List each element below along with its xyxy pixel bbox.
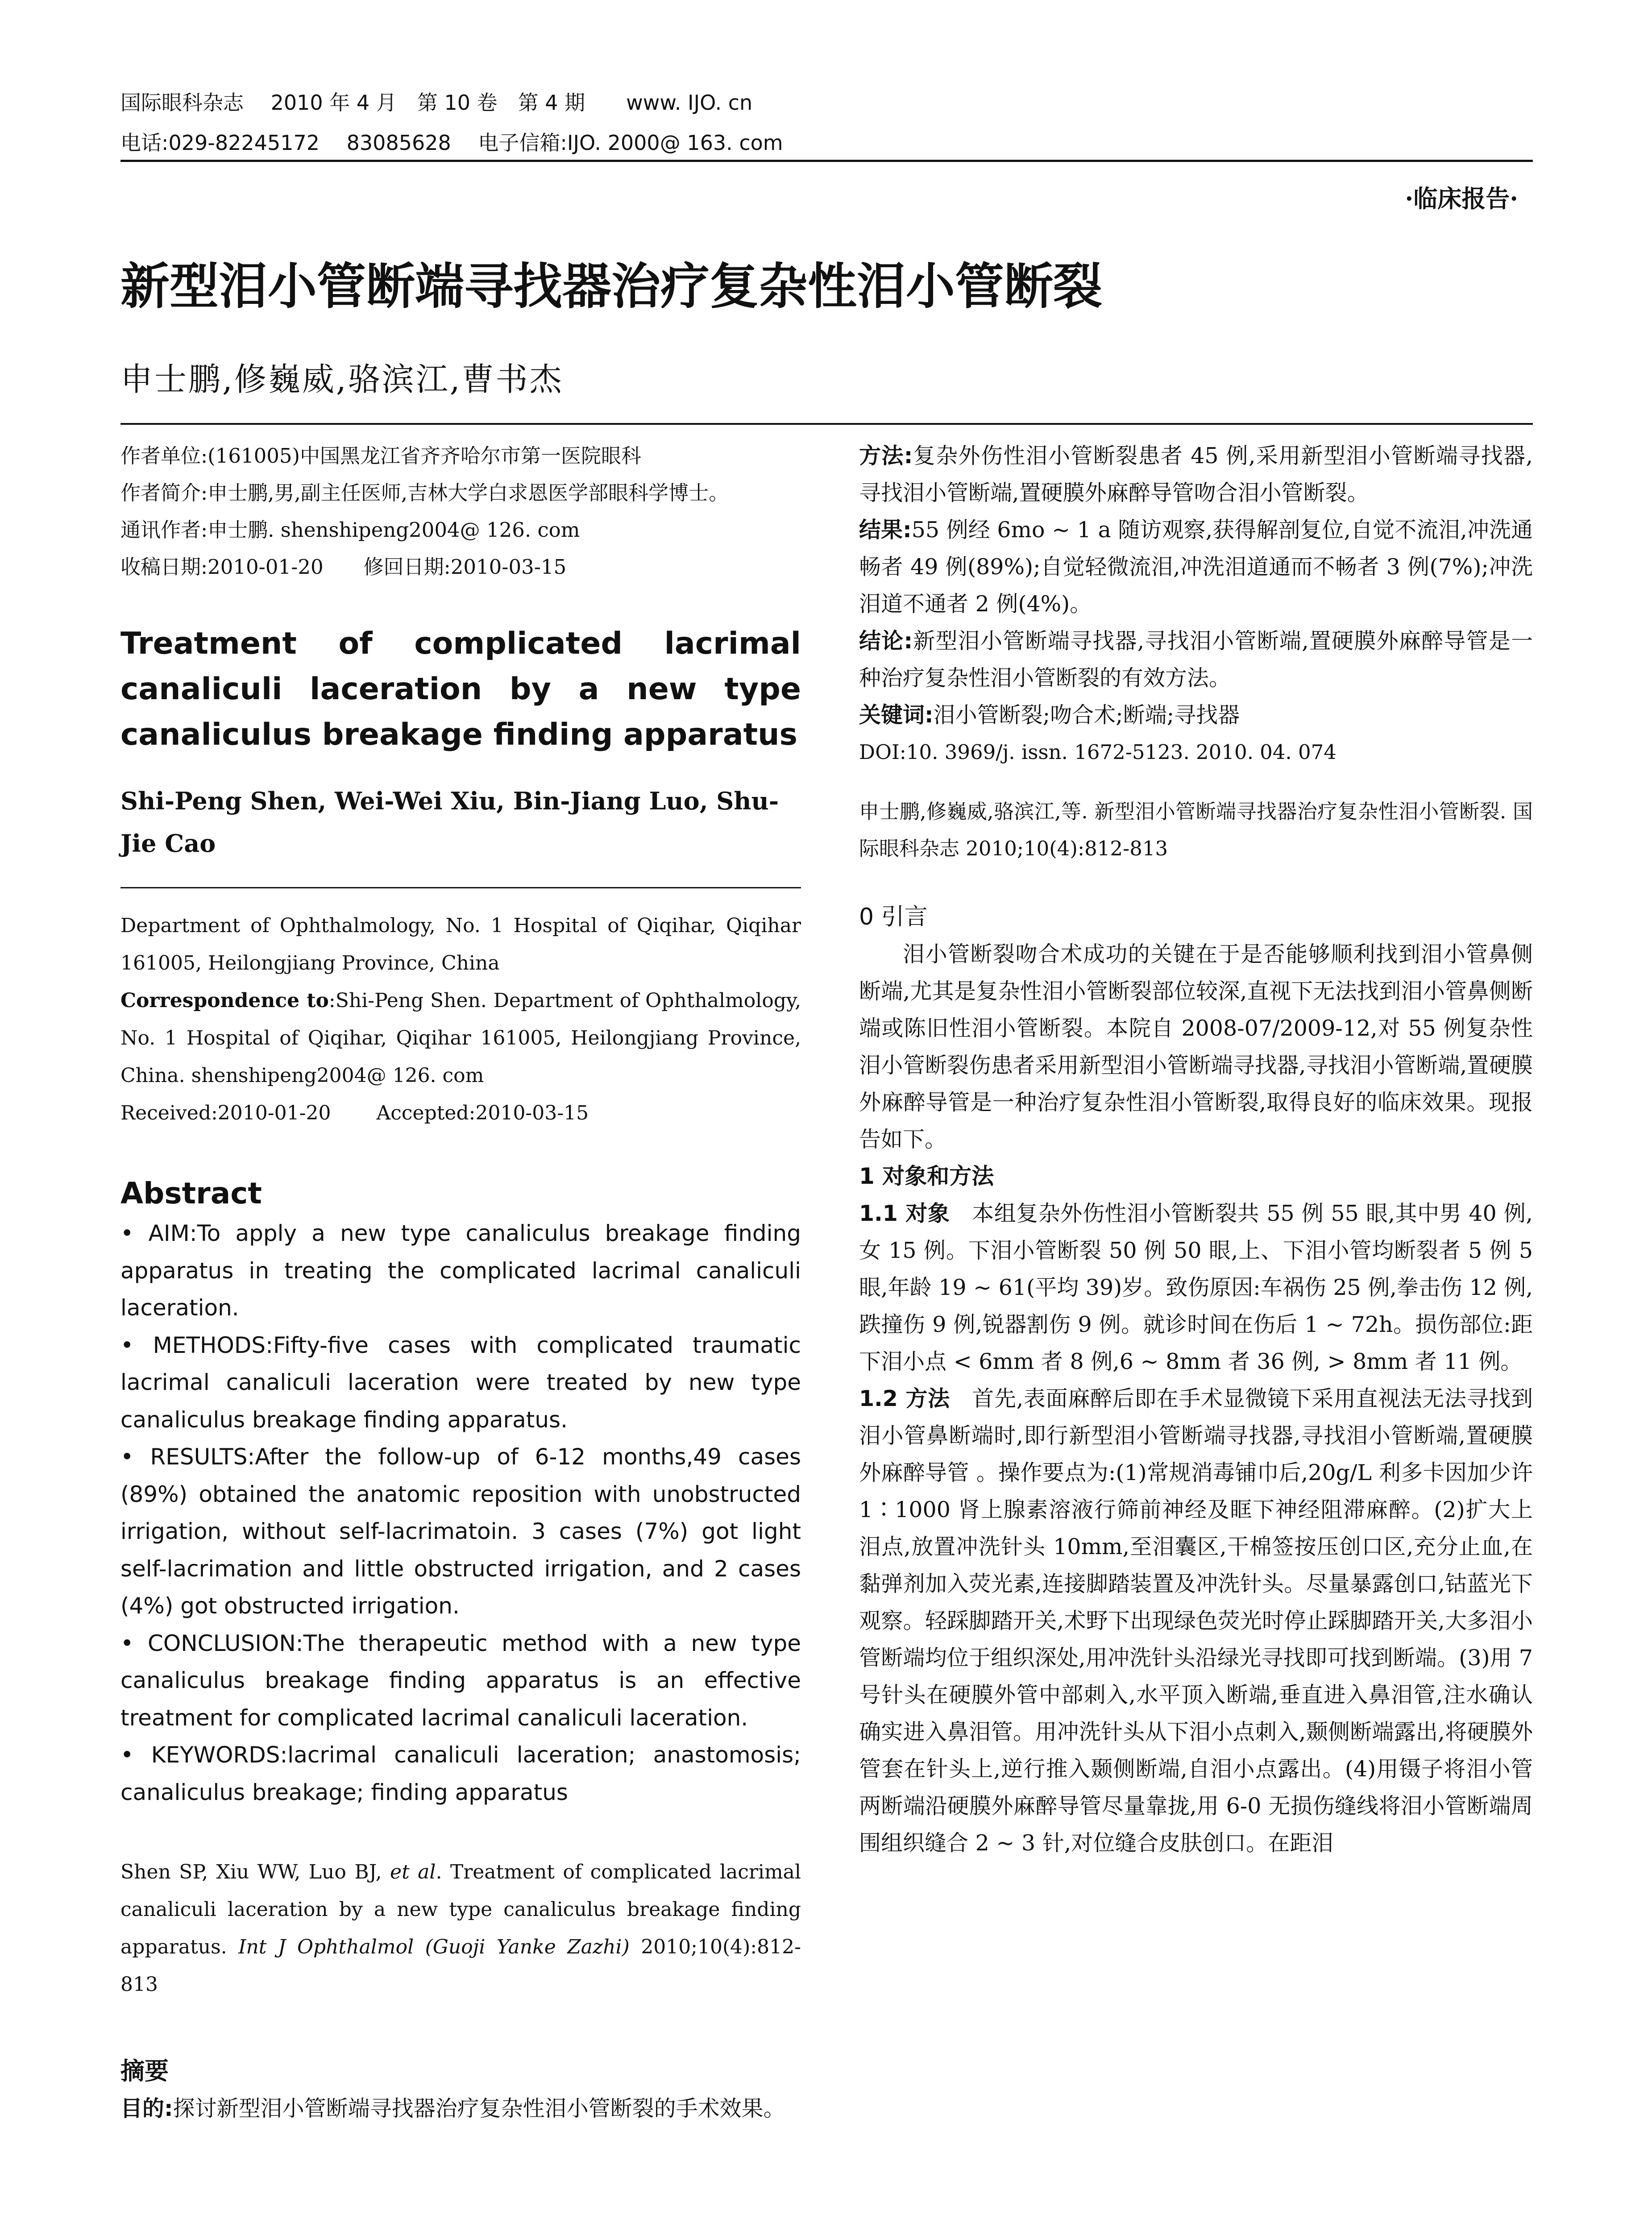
citation-en-authors: Shen SP, Xiu WW, Luo BJ, bbox=[120, 1861, 390, 1883]
section-1-1 bbox=[859, 1195, 1533, 1380]
dates-cn: 收稿日期:2010-01-20 修回日期:2010-03-15 bbox=[120, 555, 567, 579]
author-bio-cn: 作者简介:申士鹏,男,副主任医师,吉林大学白求恩医学部眼科学博士。 bbox=[120, 481, 729, 505]
intro-text: 泪小管断裂吻合术成功的关键在于是否能够顺利找到泪小管鼻侧断端,尤其是复杂性泪小管断裂部位较深,直视下无法找到泪小管鼻侧断端或陈旧性泪小管断裂。本院自 2008-07/2009-12,对 55 例复杂性泪小管断裂伤患者采用新型泪小管断端寻找器,寻找泪小管断端,置硬膜外麻醉导管是一种治疗复杂性泪小管断裂,取得良好的临床效果。现报告如下。 bbox=[859, 941, 1533, 1152]
citation-en-title: . Treatment of complicated lacrimal canaliculi laceration by a new type canaliculus breakage finding apparatus. bbox=[120, 1861, 801, 1958]
abstract-heading: Abstract bbox=[120, 1176, 262, 1211]
keywords-cn-text: 泪小管断裂;吻合术;断端;寻找器 bbox=[933, 702, 1240, 728]
citation-en-etal: et al bbox=[390, 1861, 436, 1883]
section1-heading: 1 对象和方法 bbox=[859, 1163, 994, 1189]
author-affiliation-cn: 作者单位:(161005)中国黑龙江省齐齐哈尔市第一医院眼科 bbox=[120, 444, 642, 468]
doi: DOI:10. 3969/j. issn. 1672-5123. 2010. 04. 074 bbox=[859, 740, 1337, 764]
conclusion-cn-text: 新型泪小管断端寻找器,寻找泪小管断端,置硬膜外麻醉导管是一种治疗复杂性泪小管断裂的有效方法。 bbox=[859, 628, 1533, 691]
journal-header-line1: 国际眼科杂志 2010 年 4 月 第 10 卷 第 4 期 www. IJO. cn bbox=[120, 91, 753, 115]
right-column bbox=[859, 437, 1533, 1862]
abstract-en bbox=[120, 1215, 801, 1811]
abstract-cn-heading: 摘要 bbox=[120, 2057, 169, 2085]
article-authors-cn: 申士鹏,修巍威,骆滨江,曹书杰 bbox=[120, 361, 564, 398]
keywords-cn bbox=[859, 697, 1533, 734]
methods-cn-label: 方法: bbox=[859, 443, 913, 469]
abstract-aim: • AIM:To apply a new type canaliculus breakage finding apparatus in treating the complicated lacrimal canaliculi laceration. bbox=[120, 1220, 801, 1321]
methods-cn bbox=[859, 437, 1533, 511]
section-tag: ·临床报告· bbox=[1405, 184, 1518, 213]
aim-cn bbox=[120, 2090, 801, 2127]
received-accepted-en: Received:2010-01-20 Accepted:2010-03-15 bbox=[120, 1102, 589, 1124]
section-1-1-text: 本组复杂外伤性泪小管断裂共 55 例 55 眼,其中男 40 例,女 15 例。下泪小管断裂 50 例 50 眼,上、下泪小管均断裂者 5 例 5 眼,年龄 19 ~ 61(平均 39)岁。致伤原因:车祸伤 25 例,拳击伤 12 例,跌撞伤 9 例,锐器割伤 9 例。就诊时间在伤后 1 ~ 72h。损伤部位:距下泪小点 < 6mm 者 8 例,6 ~ 8mm 者 36 例, > 8mm 者 11 例。 bbox=[859, 1201, 1533, 1374]
correspondence-en bbox=[120, 982, 801, 1095]
correspondence-label: Correspondence to bbox=[120, 989, 329, 1012]
aim-cn-text: 探讨新型泪小管断端寻找器治疗复杂性泪小管断裂的手术效果。 bbox=[173, 2096, 785, 2121]
aim-cn-label: 目的: bbox=[120, 2096, 173, 2121]
citation-en-volume: 2010;10(4):812-813 bbox=[120, 1936, 801, 1996]
citation-en-journal: Int J Ophthalmol (Guoji Yanke Zazhi) bbox=[238, 1936, 630, 1958]
section-1-1-label: 1.1 对象 bbox=[859, 1201, 950, 1226]
conclusion-cn bbox=[859, 622, 1533, 697]
keywords-cn-label: 关键词: bbox=[859, 702, 934, 728]
conclusion-cn-label: 结论: bbox=[859, 628, 913, 654]
section-1-2 bbox=[859, 1380, 1533, 1862]
article-authors-en: Shi-Peng Shen, Wei-Wei Xiu, Bin-Jiang Luo, Shu-Jie Cao bbox=[120, 787, 779, 858]
header-rule bbox=[120, 160, 1533, 162]
corresponding-author-cn: 通讯作者:申士鹏. shenshipeng2004@ 126. com bbox=[120, 518, 580, 542]
results-cn-text: 55 例经 6mo ~ 1 a 随访观察,获得解剖复位,自觉不流泪,冲洗通畅者 49 例(89%);自觉轻微流泪,冲洗泪道通而不畅者 3 例(7%);冲洗泪道不通者 2 例(4%)。 bbox=[859, 517, 1533, 617]
authors-rule bbox=[120, 887, 801, 888]
journal-header-line2: 电话:029-82245172 83085628 电子信箱:IJO. 2000@ 163. com bbox=[120, 131, 783, 155]
citation-cn: 申士鹏,修巍威,骆滨江,等. 新型泪小管断端寻找器治疗复杂性泪小管断裂. 国际眼科杂志 2010;10(4):812-813 bbox=[859, 800, 1533, 860]
results-cn bbox=[859, 511, 1533, 622]
intro-heading: 0 引言 bbox=[859, 904, 928, 930]
affiliation-en: Department of Ophthalmology, No. 1 Hospital of Qiqihar, Qiqihar 161005, Heilongjiang Province, China bbox=[120, 914, 801, 975]
article-title-cn: 新型泪小管断端寻找器治疗复杂性泪小管断裂 bbox=[120, 258, 1102, 315]
methods-cn-text: 复杂外伤性泪小管断裂患者 45 例,采用新型泪小管断端寻找器,寻找泪小管断端,置硬膜外麻醉导管吻合泪小管断裂。 bbox=[859, 443, 1533, 506]
correspondence-text: :Shi-Peng Shen. Department of Ophthalmology, No. 1 Hospital of Qiqihar, Qiqihar 161005, Heilongjiang Province, China. shenshipeng2004@ 126. com bbox=[120, 989, 801, 1087]
left-column bbox=[120, 437, 801, 2127]
author-info-cn bbox=[120, 437, 801, 585]
abstract-results: • RESULTS:After the follow-up of 6-12 months,49 cases (89%) obtained the anatomic reposition with unobstructed irrigation, without self-lacrimatoin. 3 cases (7%) got light self-lacrimation and little obstructed irrigation, and 2 cases (4%) got obstructed irrigation. bbox=[120, 1444, 801, 1619]
results-cn-label: 结果: bbox=[859, 517, 912, 543]
abstract-keywords: • KEYWORDS:lacrimal canaliculi laceration; anastomosis; canaliculus breakage; finding apparatus bbox=[120, 1742, 801, 1805]
abstract-methods: • METHODS:Fifty-five cases with complicated traumatic lacrimal canaliculi laceration were treated by new type canaliculus breakage finding apparatus. bbox=[120, 1332, 801, 1433]
section-1-2-label: 1.2 方法 bbox=[859, 1386, 950, 1411]
title-rule bbox=[120, 423, 1533, 425]
article-title-en: Treatment of complicated lacrimal canaliculi laceration by a new type canaliculus breakage finding apparatus bbox=[120, 626, 801, 752]
abstract-conclusion: • CONCLUSION:The therapeutic method with a new type canaliculus breakage finding apparatus is an effective treatment for complicated lacrimal canaliculi laceration. bbox=[120, 1630, 801, 1731]
citation-en bbox=[120, 1854, 801, 2003]
section-1-2-text: 首先,表面麻醉后即在手术显微镜下采用直视法无法寻找到泪小管鼻断端时,即行新型泪小管断端寻找器,寻找泪小管断端,置硬膜外麻醉导管 。操作要点为:(1)常规消毒铺巾后,20g/L 利多卡因加少许 1∶1000 肾上腺素溶液行筛前神经及眶下神经阻滞麻醉。(2)扩大上泪点,放置冲洗针头 10mm,至泪囊区,干棉签按压创口区,充分止血,在黏弹剂加入荧光素,连接脚踏装置及冲洗针头。尽量暴露创口,钴蓝光下观察。轻踩脚踏开关,术野下出现绿色荧光时停止踩脚踏开关,大多泪小管断端均位于组织深处,用冲洗针头沿绿光寻找即可找到断端。(3)用 7 号针头在硬膜外管中部刺入,水平顶入断端,垂直进入鼻泪管,注水确认确实进入鼻泪管。用冲洗针头从下泪小点刺入,颞侧断端露出,将硬膜外管套在针头上,逆行推入颞侧断端,自泪小点露出。(4)用镊子将泪小管两断端沿硬膜外麻醉导管尽量靠拢,用 6-0 无损伤缝线将泪小管断端周围组织缝合 2 ~ 3 针,对位缝合皮肤创口。在距泪 bbox=[859, 1386, 1533, 1856]
affiliation-block-en bbox=[120, 907, 801, 1132]
